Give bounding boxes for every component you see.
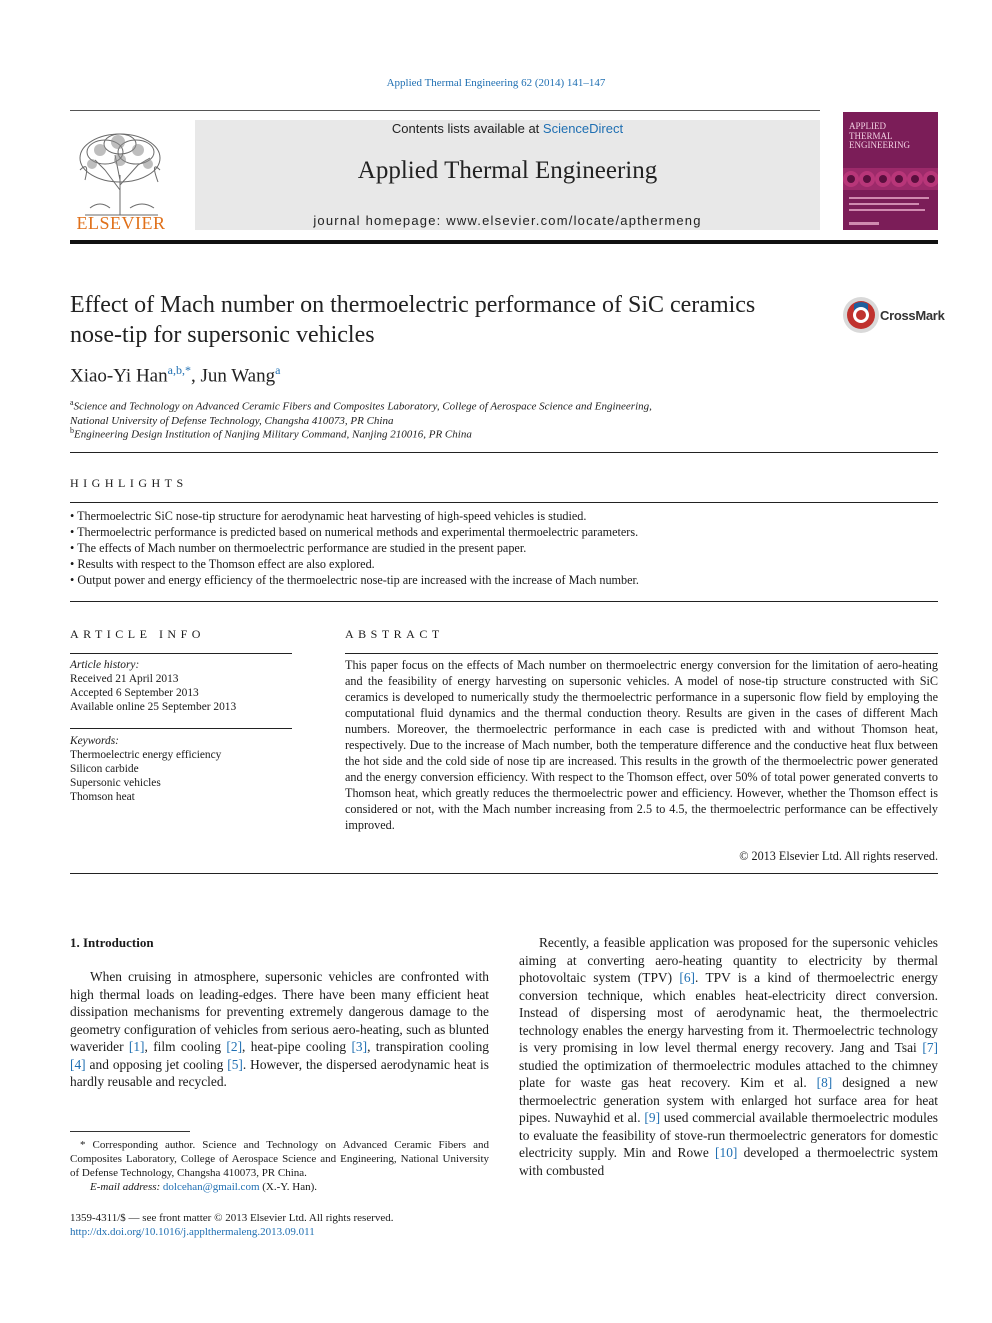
text-run: studied the optimization of thermoelectric modules attached to the chimney plate for waste gas heat recovery. Kim et al.	[519, 1057, 938, 1090]
highlight-text: Results with respect to the Thomson effect are also explored.	[77, 557, 375, 571]
affil-a-line-2: National University of Defense Technology, Changsha 410073, PR China	[70, 414, 394, 427]
journal-homepage	[195, 213, 820, 228]
text-run: used commercial available thermoelectric modules to evaluate the feasibility of stove-run thermoelectric generators for domestic electricity supply. Min and Rowe	[519, 1110, 938, 1160]
keyword-item: Silicon carbide	[70, 763, 139, 775]
author-1-affil-marks[interactable]: a,b,	[167, 363, 185, 377]
highlight-item: • Results with respect to the Thomson effect are also explored.	[70, 557, 375, 571]
cover-title-3: ENGINEERING	[849, 140, 910, 150]
highlights-heading: HIGHLIGHTS	[70, 476, 188, 490]
highlights-list	[70, 508, 938, 588]
article-info-heading: ARTICLE INFO	[70, 627, 205, 641]
keywords-label: Keywords:	[70, 735, 119, 747]
affil-a-line-1: Science and Technology on Advanced Ceramic Fibers and Composites Laboratory, College of Aerospace Science and Engineering,	[73, 400, 652, 413]
cover-title-1: APPLIED	[849, 121, 887, 131]
affil-b-mark: b	[70, 426, 74, 435]
text-run: When cruising in atmosphere, supersonic vehicles are confronted with high thermal loads on leading-edges. There have been many efficient heat dissipation mechanisms for preventing extremely dangerous damage to the geometry configuration of vehicles from serious aero-heating, such as blunted waverider	[70, 969, 489, 1054]
history-label: Article history:	[70, 659, 140, 671]
text-run: . However, the dispersed aerodynamic heat is hardly reusable and recycled.	[70, 1056, 489, 1089]
keyword-item: Supersonic vehicles	[70, 777, 161, 789]
highlight-item: • Thermoelectric SiC nose-tip structure for aerodynamic heat harvesting of high-speed vehicles is studied.	[70, 509, 587, 523]
affiliation-a	[70, 396, 652, 428]
reference-link[interactable]: [5]	[227, 1056, 243, 1072]
homepage-link[interactable]: www.elsevier.com/locate/apthermeng	[446, 213, 702, 228]
abstract-rule	[345, 653, 938, 654]
text-run: , heat-pipe cooling	[242, 1039, 352, 1054]
highlights-bottom-rule	[70, 601, 938, 602]
reference-link[interactable]: [8]	[816, 1075, 833, 1090]
email-label: E-mail address:	[90, 1181, 163, 1193]
contents-line	[195, 121, 820, 136]
highlight-text: Thermoelectric performance is predicted based on numerical methods and experimental thermoelectric parameters.	[77, 525, 639, 539]
section-heading-introduction: 1. Introduction	[70, 935, 154, 950]
reference-link[interactable]: [10]	[715, 1145, 738, 1160]
text-run: , film cooling	[144, 1039, 227, 1054]
highlight-text: Thermoelectric SiC nose-tip structure for aerodynamic heat harvesting of high-speed vehicles is studied.	[77, 509, 587, 523]
abstract-text: This paper focus on the effects of Mach number on thermoelectric energy conversion for the limitation of aero-heating and the feasibility of energy harvesting on supersonic vehicles. A model of nose-tip structure constructed with SiC ceramics is developed to numerically study the thermoelectric performance in a supersonic flow field by employing the computational fluid dynamics and the thermal conduction theory. Results are given in the cases of different Mach numbers. Moreover, the thermoelectric performance in each case is predicted with and without Thomson heat, respectively. Due to the increase of Mach number, both the temperature difference and the conductive heat flux between the hot side and the cold side of nose tip are increased. This results in the growth of the thermoelectric power generated and the energy conversion efficiency. With respect to the Thomson effect, over 50% of total power generated converts to Thomson heat, which greatly reduces the thermoelectric power and efficiency. However, whether the Thomson effect is considered or not, with the Mach number increasing from 2.5 to 4.5, the thermoelectric performance can be effectively improved.	[345, 658, 938, 832]
email-line	[90, 1181, 317, 1193]
highlight-item: • The effects of Mach number on thermoelectric performance are studied in the present paper.	[70, 541, 527, 555]
text-run: developed a thermoelectric system with combusted	[519, 1145, 938, 1178]
crossmark-icon[interactable]	[842, 296, 880, 334]
author-list	[70, 363, 280, 387]
cover-title-2: THERMAL	[849, 130, 893, 141]
reference-link[interactable]: [3]	[351, 1039, 368, 1054]
article-info-rule	[70, 653, 292, 654]
online-date: Available online 25 September 2013	[70, 701, 237, 713]
abstract-heading: ABSTRACT	[345, 627, 444, 641]
accepted-date: Accepted 6 September 2013	[70, 687, 199, 699]
journal-citation-link[interactable]: Applied Thermal Engineering 62 (2014) 141–147	[386, 77, 606, 89]
highlight-text: Output power and energy efficiency of the thermoelectric nose-tip are increased with the increase of Mach number.	[77, 573, 639, 587]
reference-link[interactable]: [7]	[922, 1040, 938, 1055]
article-title	[70, 290, 830, 350]
reference-link[interactable]: [2]	[226, 1039, 243, 1054]
issn-line: 1359-4311/$ — see front matter © 2013 Elsevier Ltd. All rights reserved.	[70, 1212, 394, 1224]
reference-link[interactable]: [4]	[70, 1056, 86, 1072]
corresponding-author-footnote	[70, 1138, 489, 1180]
keywords-block	[70, 734, 292, 804]
author-separator: ,	[190, 365, 201, 387]
article-history	[70, 658, 292, 714]
abstract-bottom-rule	[70, 873, 938, 874]
keyword-item: Thomson heat	[70, 791, 135, 803]
journal-cover-image[interactable]	[843, 112, 938, 230]
affil-a-mark: a	[70, 398, 74, 407]
email-suffix: (X.-Y. Han).	[259, 1181, 318, 1193]
title-line-1: Effect of Mach number on thermoelectric performance of SiC ceramics	[70, 292, 756, 318]
footnote-star: *	[80, 1139, 86, 1151]
header-divider	[70, 110, 820, 111]
reference-link[interactable]: [6]	[679, 970, 696, 985]
highlights-top-rule	[70, 452, 938, 453]
corresponding-author-star[interactable]: *	[184, 363, 191, 377]
email-link[interactable]: dolcehan@gmail.com	[162, 1181, 260, 1193]
text-run: , transpiration cooling	[367, 1039, 489, 1054]
reference-link[interactable]: [9]	[644, 1110, 661, 1125]
author-2-name[interactable]: Jun Wang	[200, 365, 276, 387]
text-run: . TPV is a kind of thermoelectric energy conversion technique, which enables heat-electricity direct conversion. Instead of dispersing most of aerodynamic heat, the thermoelectric technology enables the energy harvesting from it. Thermoelectric technology is very promising in low level thermal energy recovery. Jang and Tsai	[519, 970, 938, 1055]
highlight-text: The effects of Mach number on thermoelectric performance are studied in the present paper.	[77, 541, 527, 555]
author-1-name[interactable]: Xiao-Yi Han	[70, 365, 168, 387]
highlights-heading-rule	[70, 502, 938, 503]
affil-b-text: Engineering Design Institution of Nanjing Military Command, Nanjing 210016, PR China	[74, 428, 472, 441]
highlight-item: • Output power and energy efficiency of the thermoelectric nose-tip are increased with the increase of Mach number.	[70, 573, 639, 587]
received-date: Received 21 April 2013	[70, 673, 179, 685]
publisher-name: ELSEVIER	[76, 213, 166, 233]
highlight-item: • Thermoelectric performance is predicted based on numerical methods and experimental thermoelectric parameters.	[70, 525, 639, 539]
journal-title: Applied Thermal Engineering	[357, 157, 658, 184]
header-thick-rule	[70, 240, 938, 244]
footnote-text: Corresponding author. Science and Technology on Advanced Ceramic Fibers and Composites Laboratory, College of Aerospace Science and Engineering, National University of Defense Technology, Changsha 410073, PR China.	[70, 1139, 489, 1179]
text-run: and opposing jet cooling	[85, 1056, 228, 1072]
abstract-copyright: © 2013 Elsevier Ltd. All rights reserved.	[739, 849, 938, 863]
keywords-rule	[70, 728, 292, 729]
sciencedirect-link[interactable]: ScienceDirect	[542, 121, 624, 136]
text-run: Recently, a feasible application was proposed for the supersonic vehicles aiming at converting aero-heating quantity to electricity by thermal photovoltaic system (TPV)	[519, 935, 938, 985]
title-line-2: nose-tip for supersonic vehicles	[70, 322, 375, 348]
intro-paragraph-2	[519, 934, 938, 1179]
intro-paragraph-1	[70, 968, 489, 1091]
crossmark-label[interactable]: CrossMark	[880, 308, 945, 323]
author-2-affil-marks[interactable]: a	[275, 363, 281, 377]
reference-link[interactable]: [1]	[128, 1039, 145, 1054]
contents-prefix: Contents lists available at	[391, 121, 543, 136]
doi-link[interactable]: http://dx.doi.org/10.1016/j.applthermaleng.2013.09.011	[70, 1226, 315, 1238]
homepage-prefix: journal homepage:	[313, 213, 447, 228]
keyword-item: Thermoelectric energy efficiency	[70, 749, 222, 761]
footnote-rule	[70, 1131, 190, 1132]
text-run: designed a new thermoelectric generation system with enlarged hot surface area for heat pipes. Nuwayhid et al.	[519, 1075, 938, 1125]
affiliation-b	[70, 424, 472, 442]
